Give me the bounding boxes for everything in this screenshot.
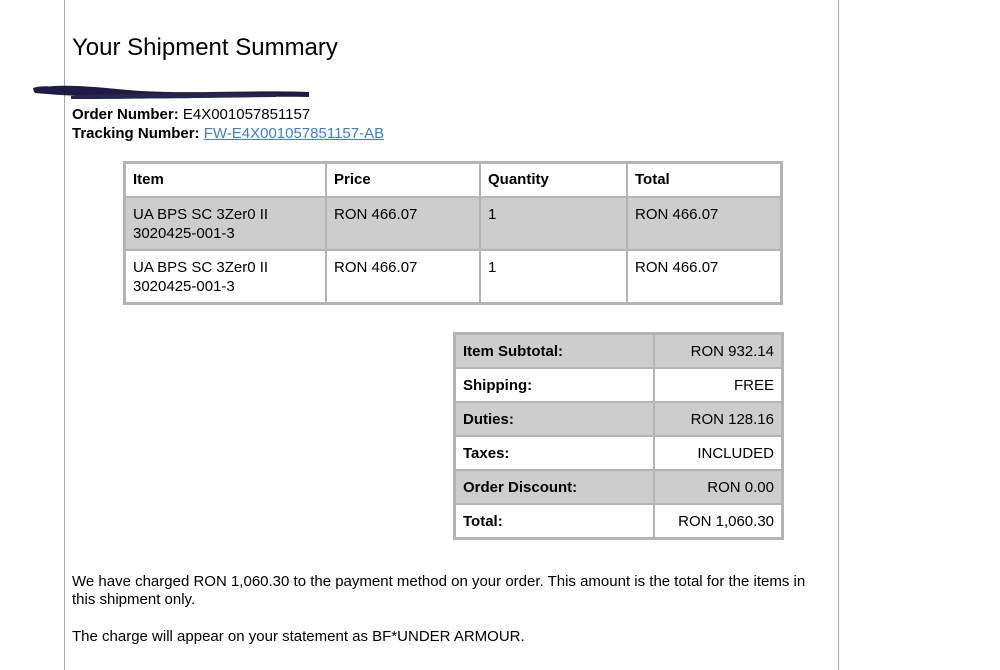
- table-row: [125, 197, 781, 250]
- charge-notice: We have charged RON 1,060.30 to the payment method on your order. This amount is the total for the items in this shipment only.: [72, 573, 806, 608]
- summary-row-subtotal: [455, 334, 782, 368]
- total-value: RON 1,060.30: [654, 504, 782, 538]
- tracking-number-label: Tracking Number:: [72, 125, 200, 142]
- table-row: [125, 250, 781, 303]
- item-name: UA BPS SC 3Zer0 II: [133, 259, 269, 276]
- total-cell: RON 466.07: [627, 250, 781, 303]
- order-summary-table: [453, 332, 784, 540]
- summary-row-shipping: [455, 368, 782, 402]
- item-cell: [125, 197, 326, 250]
- tracking-number-line: [72, 125, 384, 142]
- summary-row-discount: [455, 470, 782, 504]
- item-cell: [125, 250, 326, 303]
- items-table-header: [125, 163, 781, 197]
- order-number-label: Order Number:: [72, 106, 179, 123]
- email-page: [64, 0, 839, 670]
- quantity-cell: 1: [480, 250, 627, 303]
- taxes-value: INCLUDED: [654, 436, 782, 470]
- taxes-label: Taxes:: [455, 436, 654, 470]
- order-number-value: E4X001057851157: [182, 106, 311, 123]
- tracking-number-link[interactable]: FW-E4X001057851157-AB: [203, 125, 385, 142]
- price-cell: RON 466.07: [326, 250, 480, 303]
- redaction-mark: [31, 80, 313, 100]
- duties-value: RON 128.16: [654, 402, 782, 436]
- page-title: Your Shipment Summary: [72, 34, 338, 61]
- item-sku: 3020425-001-3: [133, 278, 235, 295]
- items-table: [123, 161, 783, 305]
- total-cell: RON 466.07: [627, 197, 781, 250]
- column-header-price: Price: [326, 163, 480, 197]
- duties-label: Duties:: [455, 402, 654, 436]
- discount-value: RON 0.00: [654, 470, 782, 504]
- quantity-cell: 1: [480, 197, 627, 250]
- column-header-total: Total: [627, 163, 781, 197]
- shipping-value: FREE: [654, 368, 782, 402]
- subtotal-value: RON 932.14: [654, 334, 782, 368]
- discount-label: Order Discount:: [455, 470, 654, 504]
- summary-row-taxes: [455, 436, 782, 470]
- price-cell: RON 466.07: [326, 197, 480, 250]
- item-sku: 3020425-001-3: [133, 225, 235, 242]
- subtotal-label: Item Subtotal:: [455, 334, 654, 368]
- summary-row-duties: [455, 402, 782, 436]
- column-header-item: Item: [125, 163, 326, 197]
- summary-row-total: [455, 504, 782, 538]
- column-header-quantity: Quantity: [480, 163, 627, 197]
- item-name: UA BPS SC 3Zer0 II: [133, 206, 269, 223]
- shipping-label: Shipping:: [455, 368, 654, 402]
- statement-note: The charge will appear on your statement as BF*UNDER ARMOUR.: [72, 628, 525, 645]
- total-label: Total:: [455, 504, 654, 538]
- order-number-line: [72, 106, 310, 123]
